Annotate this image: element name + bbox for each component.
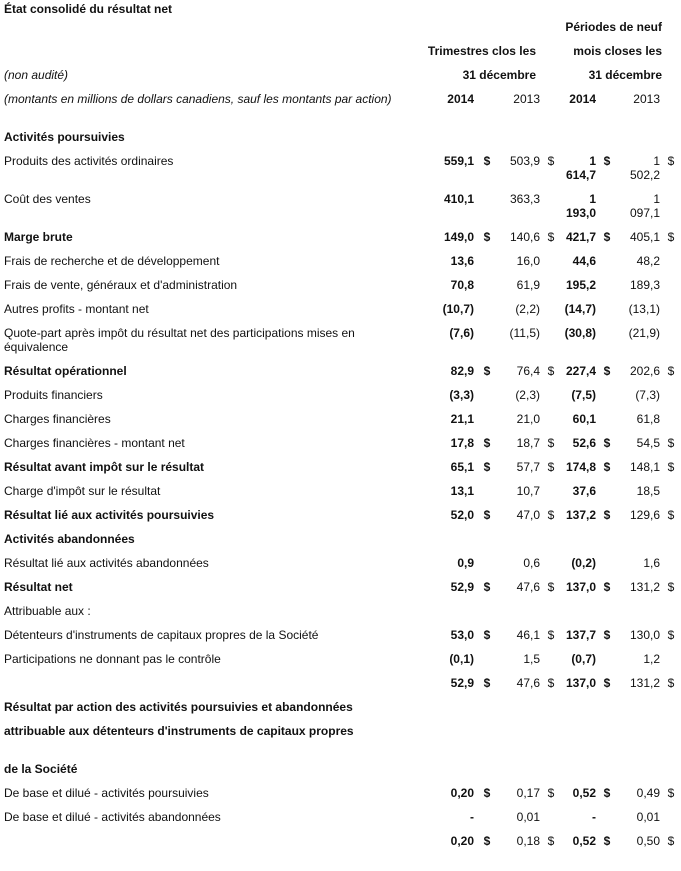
value-n14: (0,7) (571, 652, 596, 666)
value-n13: 1 097,1 (629, 192, 660, 220)
value-q13: 0,01 (516, 810, 540, 824)
currency-symbol (542, 278, 558, 302)
row-label: Participations ne donnant pas le contrôle (4, 652, 221, 666)
value-q13: 47,6 (516, 580, 540, 594)
currency-symbol: $ (603, 628, 611, 642)
year-q-2013: 2013 (513, 92, 540, 106)
currency-symbol (598, 556, 614, 580)
currency-symbol: $ (483, 580, 491, 594)
value-q13: (2,3) (515, 388, 540, 402)
value-q14: 559,1 (443, 154, 474, 168)
currency-symbol: $ (603, 460, 611, 474)
value-q14: (3,3) (449, 388, 474, 402)
currency-symbol (598, 810, 614, 834)
currency-symbol: $ (667, 786, 675, 800)
currency-symbol: $ (603, 508, 611, 522)
value-q13: 363,3 (509, 192, 540, 206)
value-q13: 76,4 (516, 364, 540, 378)
currency-symbol: $ (547, 230, 555, 244)
row-label: Résultat opérationnel (4, 364, 127, 378)
currency-symbol (662, 302, 678, 326)
currency-symbol: $ (667, 460, 675, 474)
currency-symbol (598, 652, 614, 676)
currency-symbol: $ (603, 786, 611, 800)
currency-symbol: $ (483, 628, 491, 642)
value-n13: 1 502,2 (629, 154, 660, 182)
page-title: État consolidé du résultat net (4, 2, 173, 16)
currency-symbol: $ (547, 580, 555, 594)
table-row (0, 412, 678, 436)
currency-symbol (662, 652, 678, 676)
row-label (0, 834, 414, 858)
value-q14: 0,20 (450, 834, 474, 848)
currency-symbol: $ (483, 364, 491, 378)
value-q14: 13,6 (450, 254, 474, 268)
value-q14: 17,8 (450, 436, 474, 450)
table-row (0, 192, 678, 230)
currency-symbol (598, 484, 614, 508)
table-row (0, 388, 678, 412)
value-n14: 0,52 (572, 834, 596, 848)
value-n13: 131,2 (629, 580, 660, 594)
value-q14: 82,9 (450, 364, 474, 378)
value-n14: 1 614,7 (565, 154, 596, 182)
currency-symbol (542, 388, 558, 412)
value-n13: 1,2 (643, 652, 660, 666)
value-q13: (11,5) (509, 326, 540, 340)
row-label: Attribuable aux : (4, 604, 91, 618)
currency-symbol: $ (483, 230, 491, 244)
row-label: Produits financiers (4, 388, 103, 402)
value-q14: 52,9 (450, 676, 474, 690)
currency-symbol: $ (483, 676, 491, 690)
value-q14: 0,20 (450, 786, 474, 800)
currency-symbol (598, 388, 614, 412)
value-q13: 0,18 (516, 834, 540, 848)
currency-symbol (542, 192, 558, 230)
row-label: Résultat avant impôt sur le résultat (4, 460, 205, 474)
currency-symbol (476, 326, 496, 364)
currency-symbol: $ (667, 154, 675, 168)
row-label (0, 676, 414, 700)
currency-symbol (542, 326, 558, 364)
currency-symbol (476, 412, 496, 436)
amounts-note: (montants en millions de dollars canadiens, sauf les montants par action) (4, 92, 392, 106)
value-n13: 131,2 (629, 676, 660, 690)
value-n14: 137,0 (565, 676, 596, 690)
table-row (0, 786, 678, 810)
row-label: Résultat par action des activités poursuivies et abandonnées (4, 700, 353, 714)
row-label: Résultat lié aux activités poursuivies (4, 508, 215, 522)
currency-symbol: $ (667, 436, 675, 450)
table-row (0, 364, 678, 388)
currency-symbol (476, 810, 496, 834)
value-n14: 37,6 (572, 484, 596, 498)
row-label: Autres profits - montant net (4, 302, 149, 316)
currency-symbol (476, 388, 496, 412)
currency-symbol: $ (547, 460, 555, 474)
value-n13: 48,2 (636, 254, 660, 268)
value-q14: 65,1 (450, 460, 474, 474)
currency-symbol (476, 484, 496, 508)
currency-symbol: $ (483, 460, 491, 474)
table-row (0, 604, 678, 628)
table-row (0, 326, 678, 364)
currency-symbol: $ (547, 676, 555, 690)
currency-symbol: $ (483, 436, 491, 450)
currency-symbol: $ (603, 364, 611, 378)
currency-symbol (542, 484, 558, 508)
currency-symbol (598, 254, 614, 278)
value-q14: 410,1 (443, 192, 474, 206)
value-q14: 70,8 (450, 278, 474, 292)
table-row (0, 532, 678, 556)
currency-symbol (542, 810, 558, 834)
currency-symbol (476, 556, 496, 580)
value-n13: 148,1 (629, 460, 660, 474)
header-row-3 (0, 68, 678, 92)
value-n13: (7,3) (635, 388, 660, 402)
value-q13: 21,0 (516, 412, 540, 426)
value-n14: - (592, 810, 596, 824)
value-n14: 0,52 (572, 786, 596, 800)
value-q14: 53,0 (450, 628, 474, 642)
value-n13: 0,49 (636, 786, 660, 800)
value-n13: 54,5 (636, 436, 660, 450)
row-label: Charges financières - montant net (4, 436, 185, 450)
currency-symbol: $ (547, 364, 555, 378)
currency-symbol (662, 254, 678, 278)
table-row (0, 508, 678, 532)
currency-symbol: $ (667, 834, 675, 848)
value-n13: 61,8 (636, 412, 660, 426)
currency-symbol (662, 556, 678, 580)
value-q14: (10,7) (442, 302, 474, 316)
currency-symbol (662, 278, 678, 302)
table-row (0, 230, 678, 254)
row-label: Marge brute (4, 230, 73, 244)
table-row (0, 580, 678, 604)
currency-symbol (662, 388, 678, 412)
currency-symbol (662, 326, 678, 364)
value-n13: 0,01 (636, 810, 660, 824)
row-label: attribuable aux détenteurs d'instruments de capitaux propres (4, 724, 354, 738)
value-n14: 44,6 (572, 254, 596, 268)
currency-symbol (542, 652, 558, 676)
value-q14: - (470, 810, 474, 824)
value-q13: 61,9 (516, 278, 540, 292)
row-label: Activités poursuivies (4, 130, 125, 144)
value-q14: (7,6) (449, 326, 474, 340)
value-n14: (14,7) (564, 302, 596, 316)
row-label: Charge d'impôt sur le résultat (4, 484, 161, 498)
table-row (0, 154, 678, 192)
table-row (0, 652, 678, 676)
currency-symbol: $ (603, 676, 611, 690)
value-q14: 0,9 (457, 556, 474, 570)
table-row (0, 302, 678, 326)
currency-symbol (542, 302, 558, 326)
value-q13: 47,6 (516, 676, 540, 690)
value-n14: 174,8 (565, 460, 596, 474)
value-q13: 57,7 (516, 460, 540, 474)
currency-symbol (476, 254, 496, 278)
currency-symbol (542, 254, 558, 278)
currency-symbol: $ (483, 834, 491, 848)
currency-symbol: $ (667, 364, 675, 378)
header-row-2 (0, 44, 678, 68)
currency-symbol: $ (547, 508, 555, 522)
table-row (0, 460, 678, 484)
row-label: Frais de vente, généraux et d'administration (4, 278, 238, 292)
value-n13: (21,9) (628, 326, 660, 340)
currency-symbol: $ (547, 786, 555, 800)
currency-symbol: $ (483, 508, 491, 522)
currency-symbol: $ (547, 628, 555, 642)
value-q14: 52,9 (450, 580, 474, 594)
currency-symbol: $ (603, 834, 611, 848)
value-q13: 1,5 (523, 652, 540, 666)
value-n13: (13,1) (628, 302, 660, 316)
row-label: De base et dilué - activités poursuivies (4, 786, 209, 800)
row-label: Produits des activités ordinaires (4, 154, 174, 168)
currency-symbol: $ (483, 154, 491, 168)
value-n14: 195,2 (565, 278, 596, 292)
currency-symbol (598, 192, 614, 230)
currency-symbol: $ (547, 154, 555, 168)
row-label: Charges financières (4, 412, 111, 426)
currency-symbol: $ (603, 580, 611, 594)
value-n14: 52,6 (572, 436, 596, 450)
row-label: Détenteurs d'instruments de capitaux propres de la Société (4, 628, 319, 642)
nine-months-date: 31 décembre (588, 68, 663, 82)
income-statement-table (0, 20, 678, 858)
table-row (0, 810, 678, 834)
value-q13: 0,17 (516, 786, 540, 800)
year-q-2014: 2014 (447, 92, 474, 106)
table-row (0, 700, 678, 724)
value-q13: 47,0 (516, 508, 540, 522)
value-q13: 46,1 (516, 628, 540, 642)
currency-symbol: $ (547, 834, 555, 848)
currency-symbol: $ (667, 508, 675, 522)
value-n14: 227,4 (565, 364, 596, 378)
value-q13: 140,6 (509, 230, 540, 244)
value-q13: 16,0 (516, 254, 540, 268)
value-q14: 13,1 (450, 484, 474, 498)
table-row (0, 676, 678, 700)
currency-symbol: $ (483, 786, 491, 800)
currency-symbol (598, 326, 614, 364)
row-label: Coût des ventes (4, 192, 91, 206)
value-n13: 0,50 (636, 834, 660, 848)
value-q14: 21,1 (450, 412, 474, 426)
value-n13: 130,0 (629, 628, 660, 642)
currency-symbol (542, 556, 558, 580)
row-label: de la Société (4, 762, 78, 776)
currency-symbol (662, 810, 678, 834)
table-row (0, 130, 678, 154)
value-n14: (30,8) (564, 326, 596, 340)
currency-symbol (542, 412, 558, 436)
table-row (0, 834, 678, 858)
currency-symbol (476, 652, 496, 676)
header-row-1 (0, 20, 678, 44)
currency-symbol (476, 192, 496, 230)
currency-symbol (598, 278, 614, 302)
value-q13: 503,9 (509, 154, 540, 168)
currency-symbol: $ (603, 154, 611, 168)
value-n14: (0,2) (571, 556, 596, 570)
currency-symbol: $ (667, 580, 675, 594)
table-row (0, 278, 678, 302)
quarters-heading: Trimestres clos les (427, 44, 536, 58)
currency-symbol (662, 412, 678, 436)
table-row (0, 254, 678, 278)
currency-symbol: $ (603, 230, 611, 244)
value-n13: 129,6 (629, 508, 660, 522)
currency-symbol (598, 412, 614, 436)
value-q13: (2,2) (515, 302, 540, 316)
nine-months-heading-1: Périodes de neuf (565, 20, 663, 34)
currency-symbol: $ (667, 676, 675, 690)
header-row-4 (0, 92, 678, 130)
currency-symbol (662, 484, 678, 508)
value-q13: 0,6 (523, 556, 540, 570)
value-q14: 52,0 (450, 508, 474, 522)
table-row (0, 724, 678, 762)
currency-symbol (476, 278, 496, 302)
value-n14: 137,7 (565, 628, 596, 642)
currency-symbol (662, 192, 678, 230)
nine-months-heading-2: mois closes les (573, 44, 663, 58)
value-n13: 202,6 (629, 364, 660, 378)
table-row (0, 556, 678, 580)
quarters-date: 31 décembre (462, 68, 536, 82)
table-row (0, 628, 678, 652)
value-q14: (0,1) (449, 652, 474, 666)
value-n13: 18,5 (636, 484, 660, 498)
value-n13: 1,6 (643, 556, 660, 570)
year-n-2014: 2014 (569, 92, 596, 106)
row-label: Quote-part après impôt du résultat net des participations mises en équivalence (4, 326, 355, 354)
value-n14: 137,2 (565, 508, 596, 522)
table-row (0, 436, 678, 460)
table-row (0, 762, 678, 786)
value-n14: 137,0 (565, 580, 596, 594)
currency-symbol (598, 302, 614, 326)
currency-symbol: $ (547, 436, 555, 450)
value-n14: (7,5) (571, 388, 596, 402)
value-q14: 149,0 (443, 230, 474, 244)
value-n13: 405,1 (629, 230, 660, 244)
currency-symbol: $ (603, 436, 611, 450)
row-label: Frais de recherche et de développement (4, 254, 220, 268)
row-label: Résultat net (4, 580, 73, 594)
value-q13: 10,7 (516, 484, 540, 498)
value-n14: 60,1 (572, 412, 596, 426)
currency-symbol: $ (667, 230, 675, 244)
value-n14: 1 193,0 (565, 192, 596, 220)
row-label: Activités abandonnées (4, 532, 135, 546)
value-n13: 189,3 (629, 278, 660, 292)
currency-symbol: $ (667, 628, 675, 642)
unaudited-label: (non audité) (4, 68, 69, 82)
row-label: Résultat lié aux activités abandonnées (4, 556, 209, 570)
table-row (0, 484, 678, 508)
year-n-2013: 2013 (633, 92, 660, 106)
value-q13: 18,7 (516, 436, 540, 450)
row-label: De base et dilué - activités abandonnées (4, 810, 221, 824)
currency-symbol (476, 302, 496, 326)
value-n14: 421,7 (565, 230, 596, 244)
